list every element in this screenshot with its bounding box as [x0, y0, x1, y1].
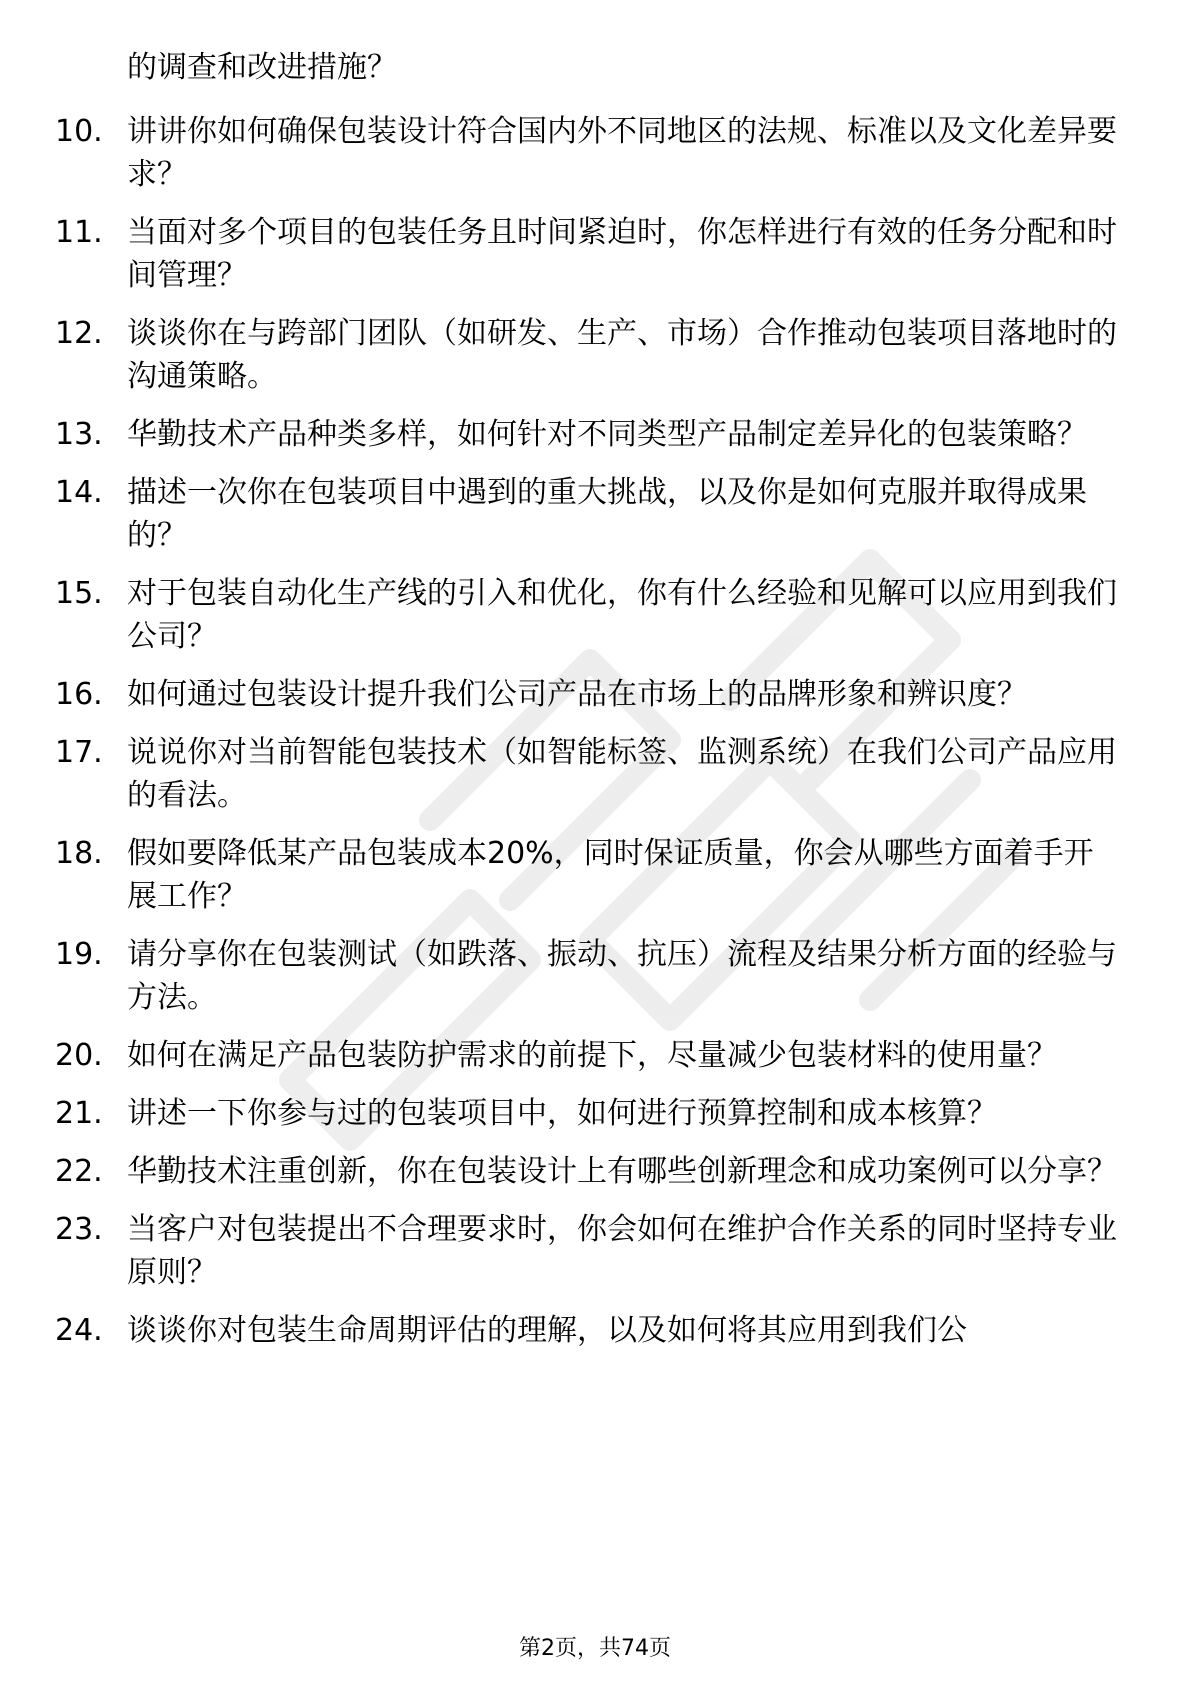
continuation-text: 的调查和改进措施？ — [127, 50, 397, 85]
question-text: 当客户对包装提出不合理要求时，你会如何在维护合作关系的同时坚持专业原则？ — [127, 1212, 1117, 1290]
question-item — [0, 933, 1190, 1019]
question-item — [0, 471, 1190, 557]
question-item — [0, 1034, 1190, 1077]
question-text: 对于包装自动化生产线的引入和优化，你有什么经验和见解可以应用到我们公司？ — [127, 576, 1117, 654]
question-text: 说说你对当前智能包装技术（如智能标签、监测系统）在我们公司产品应用的看法。 — [127, 735, 1117, 813]
question-item — [0, 572, 1190, 658]
question-text: 如何在满足产品包装防护需求的前提下，尽量减少包装材料的使用量？ — [127, 1038, 1057, 1073]
question-number: 16. — [55, 677, 103, 712]
question-text: 假如要降低某产品包装成本20%，同时保证质量，你会从哪些方面着手开展工作？ — [127, 836, 1094, 914]
question-text: 谈谈你对包装生命周期评估的理解，以及如何将其应用到我们公 — [127, 1313, 967, 1348]
question-item — [0, 1092, 1190, 1135]
question-number: 22. — [55, 1154, 103, 1189]
question-item — [0, 211, 1190, 297]
question-text: 当面对多个项目的包装任务且时间紧迫时，你怎样进行有效的任务分配和时间管理？ — [127, 215, 1117, 293]
page-number: 第2页，共74页 — [519, 1636, 671, 1661]
question-text: 华勤技术产品种类多样，如何针对不同类型产品制定差异化的包装策略？ — [127, 417, 1087, 452]
question-item — [0, 110, 1190, 196]
question-item — [0, 1309, 1190, 1352]
question-item — [0, 312, 1190, 398]
question-item — [0, 832, 1190, 918]
question-text: 讲讲你如何确保包装设计符合国内外不同地区的法规、标准以及文化差异要求？ — [127, 114, 1117, 192]
question-item — [0, 413, 1190, 456]
question-number: 14. — [55, 475, 103, 510]
question-number: 23. — [55, 1212, 103, 1247]
question-text: 华勤技术注重创新，你在包装设计上有哪些创新理念和成功案例可以分享？ — [127, 1154, 1117, 1189]
question-number: 11. — [55, 215, 103, 250]
question-number: 13. — [55, 417, 103, 452]
question-item — [0, 1208, 1190, 1294]
question-number: 18. — [55, 836, 103, 871]
question-number: 19. — [55, 937, 103, 972]
question-item — [0, 731, 1190, 817]
question-list — [0, 110, 1190, 1367]
question-number: 21. — [55, 1096, 103, 1131]
question-number: 17. — [55, 735, 103, 770]
question-number: 20. — [55, 1038, 103, 1073]
question-number: 10. — [55, 114, 103, 149]
question-text: 请分享你在包装测试（如跌落、振动、抗压）流程及结果分析方面的经验与方法。 — [127, 937, 1117, 1015]
question-number: 12. — [55, 316, 103, 351]
question-text: 讲述一下你参与过的包装项目中，如何进行预算控制和成本核算？ — [127, 1096, 997, 1131]
question-item — [0, 1150, 1190, 1193]
question-text: 谈谈你在与跨部门团队（如研发、生产、市场）合作推动包装项目落地时的沟通策略。 — [127, 316, 1117, 394]
question-number: 24. — [55, 1313, 103, 1348]
question-text: 描述一次你在包装项目中遇到的重大挑战，以及你是如何克服并取得成果的？ — [127, 475, 1087, 553]
question-number: 15. — [55, 576, 103, 611]
question-text: 如何通过包装设计提升我们公司产品在市场上的品牌形象和辨识度？ — [127, 677, 1027, 712]
question-item — [0, 673, 1190, 716]
